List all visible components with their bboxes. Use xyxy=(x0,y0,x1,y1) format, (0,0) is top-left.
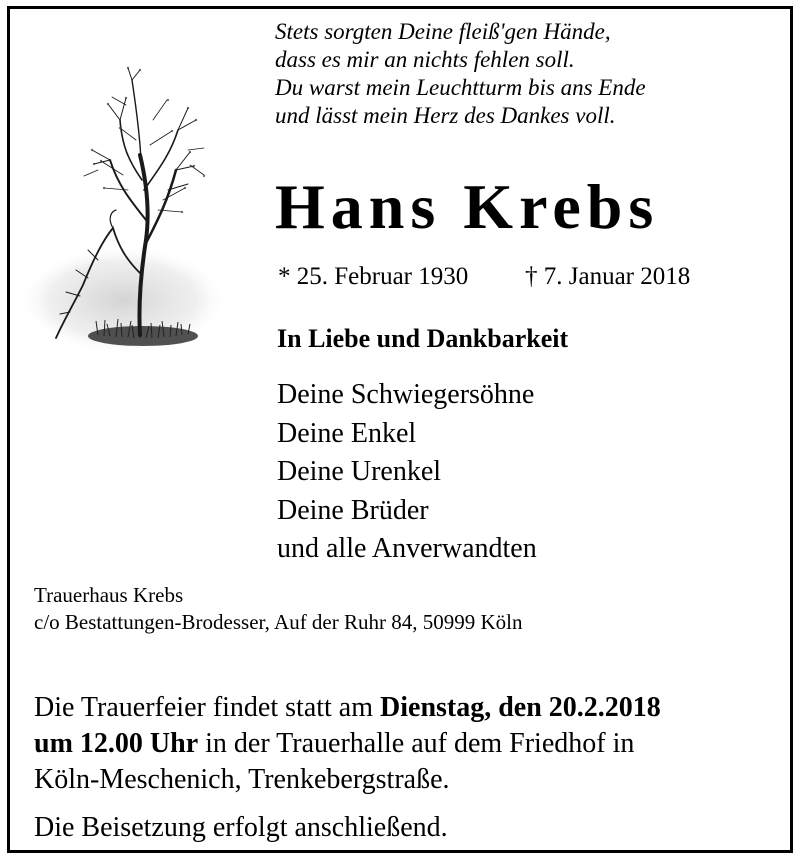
mourner-item: Deine Enkel xyxy=(277,417,417,449)
memorial-verse xyxy=(275,18,646,130)
verse-line: Stets sorgten Deine fleiß'gen Hände, xyxy=(275,19,611,44)
verse-line: Du warst mein Leuchtturm bis ans Ende xyxy=(275,75,646,100)
service-time: um 12.00 Uhr xyxy=(34,728,199,759)
service-text: Die Trauerfeier findet statt am xyxy=(34,692,381,723)
deceased-name: Hans Krebs xyxy=(275,171,660,242)
service-date: Dienstag, den 20.2.2018 xyxy=(380,692,661,723)
funeral-service-info xyxy=(34,690,774,798)
mourner-item: und alle Anverwandten xyxy=(277,533,537,564)
service-text: in der Trauerhalle auf dem Friedhof in xyxy=(198,728,635,759)
verse-line: dass es mir an nichts fehlen soll. xyxy=(275,47,575,72)
mourner-item: Deine Urenkel xyxy=(277,456,442,487)
address-line: c/o Bestattungen-Brodesser, Auf der Ruhr 84, 50999 Köln xyxy=(34,610,523,634)
address-line: Trauerhaus Krebs xyxy=(34,583,184,607)
death-date: † 7. Januar 2018 xyxy=(525,263,691,290)
mourner-item: Deine Brüder xyxy=(277,494,429,526)
verse-line: und lässt mein Herz des Dankes voll. xyxy=(275,103,616,128)
dedication-heading: In Liebe und Dankbarkeit xyxy=(277,324,569,353)
burial-info: Die Beisetzung erfolgt anschließend. xyxy=(34,812,448,843)
birth-date: * 25. Februar 1930 xyxy=(278,263,469,290)
tree-illustration-icon xyxy=(18,60,243,380)
mourner-item: Deine Schwiegersöhne xyxy=(277,379,535,410)
service-location: Köln-Meschenich, Trenkebergstraße. xyxy=(34,764,450,795)
mourning-house-address xyxy=(34,582,523,636)
mourners-list xyxy=(277,376,537,569)
